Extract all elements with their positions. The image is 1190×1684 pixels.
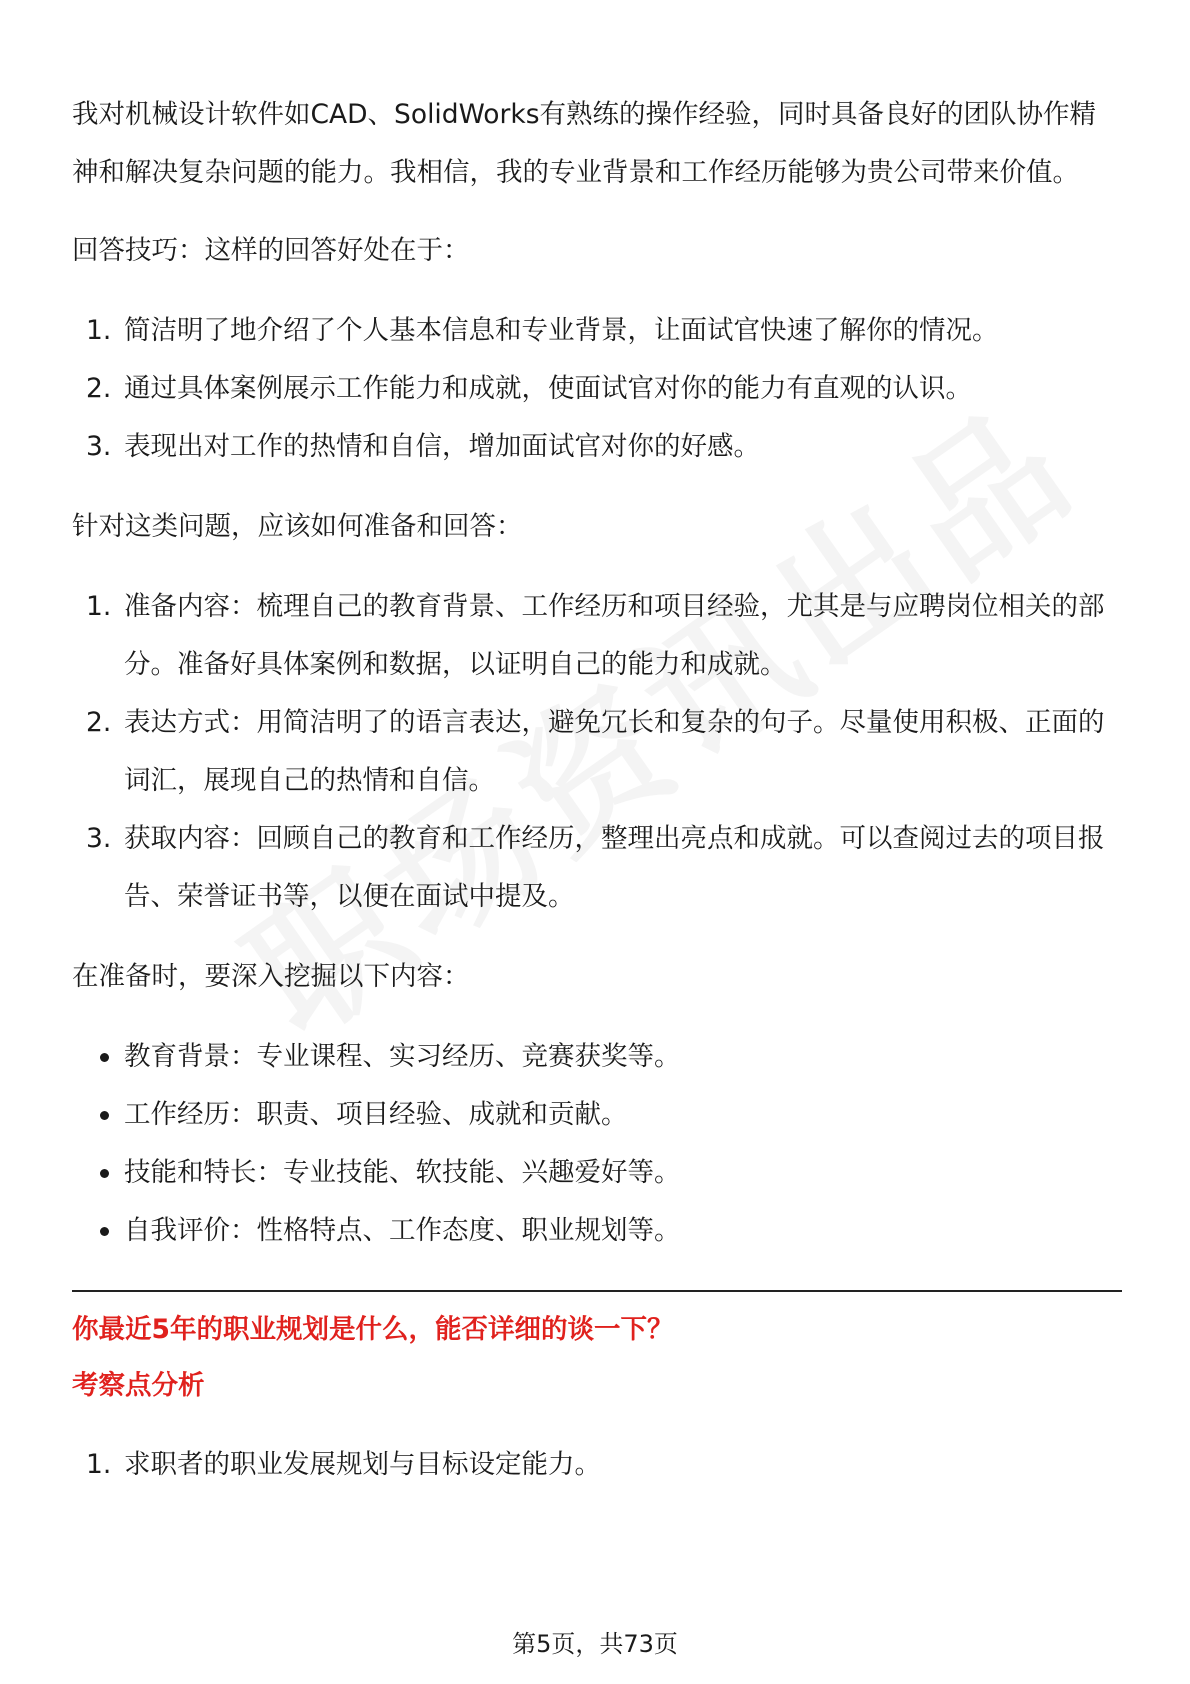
list-item: [72, 810, 1122, 926]
list-item: [72, 1202, 1122, 1260]
bullet-icon: [100, 1053, 109, 1062]
list-item-text: 技能和特长：专业技能、软技能、兴趣爱好等。: [124, 1157, 681, 1188]
list-item-text: 表现出对工作的热情和自信，增加面试官对你的好感。: [124, 431, 760, 462]
list-item-text: 工作经历：职责、项目经验、成就和贡献。: [124, 1099, 628, 1130]
list-number: 1.: [86, 591, 112, 622]
question-title: 你最近5年的职业规划是什么，能否详细的谈一下？: [72, 1314, 674, 1345]
intro-paragraph: 我对机械设计软件如CAD、SolidWorks有熟练的操作经验，同时具备良好的团队协作精神和解决复杂问题的能力。我相信，我的专业背景和工作经历能够为贵公司带来价值。: [72, 99, 1097, 188]
page-footer: 第5页，共73页: [512, 1630, 678, 1658]
tips-list: [72, 302, 1122, 476]
list-item: [72, 694, 1122, 810]
list-item: [72, 578, 1122, 694]
list-number: 1.: [86, 315, 112, 346]
list-item: [72, 360, 1122, 418]
analysis-heading: 考察点分析: [72, 1370, 205, 1401]
page-content: [72, 86, 1122, 1494]
bullet-icon: [100, 1227, 109, 1236]
list-item-text: 教育背景：专业课程、实习经历、竞赛获奖等。: [124, 1041, 681, 1072]
tips-heading: 回答技巧：这样的回答好处在于：: [72, 235, 470, 266]
list-item-text: 通过具体案例展示工作能力和成就，使面试官对你的能力有直观的认识。: [124, 373, 972, 404]
prep-list: [72, 578, 1122, 926]
list-item: [72, 302, 1122, 360]
section-divider: [72, 1290, 1122, 1292]
prep-heading: 针对这类问题，应该如何准备和回答：: [72, 511, 523, 542]
dig-list: [72, 1028, 1122, 1260]
list-item: [72, 1028, 1122, 1086]
list-number: 2.: [86, 373, 112, 404]
list-item-text: 表达方式：用简洁明了的语言表达，避免冗长和复杂的句子。尽量使用积极、正面的词汇，展现自己的热情和自信。: [124, 707, 1105, 796]
list-item-text: 自我评价：性格特点、工作态度、职业规划等。: [124, 1215, 681, 1246]
list-item-text: 准备内容：梳理自己的教育背景、工作经历和项目经验，尤其是与应聘岗位相关的部分。准备好具体案例和数据，以证明自己的能力和成就。: [124, 591, 1105, 680]
list-item: [72, 1086, 1122, 1144]
list-item: [72, 1144, 1122, 1202]
list-number: 3.: [86, 823, 112, 854]
list-number: 3.: [86, 431, 112, 462]
dig-heading: 在准备时，要深入挖掘以下内容：: [72, 961, 470, 992]
list-item-text: 求职者的职业发展规划与目标设定能力。: [124, 1449, 601, 1480]
bullet-icon: [100, 1111, 109, 1120]
list-item: [72, 1436, 1122, 1494]
analysis-list: [72, 1436, 1122, 1494]
list-item: [72, 418, 1122, 476]
bullet-icon: [100, 1169, 109, 1178]
list-item-text: 简洁明了地介绍了个人基本信息和专业背景，让面试官快速了解你的情况。: [124, 315, 999, 346]
list-number: 2.: [86, 707, 112, 738]
list-number: 1.: [86, 1449, 112, 1480]
list-item-text: 获取内容：回顾自己的教育和工作经历，整理出亮点和成就。可以查阅过去的项目报告、荣誉证书等，以便在面试中提及。: [124, 823, 1105, 912]
